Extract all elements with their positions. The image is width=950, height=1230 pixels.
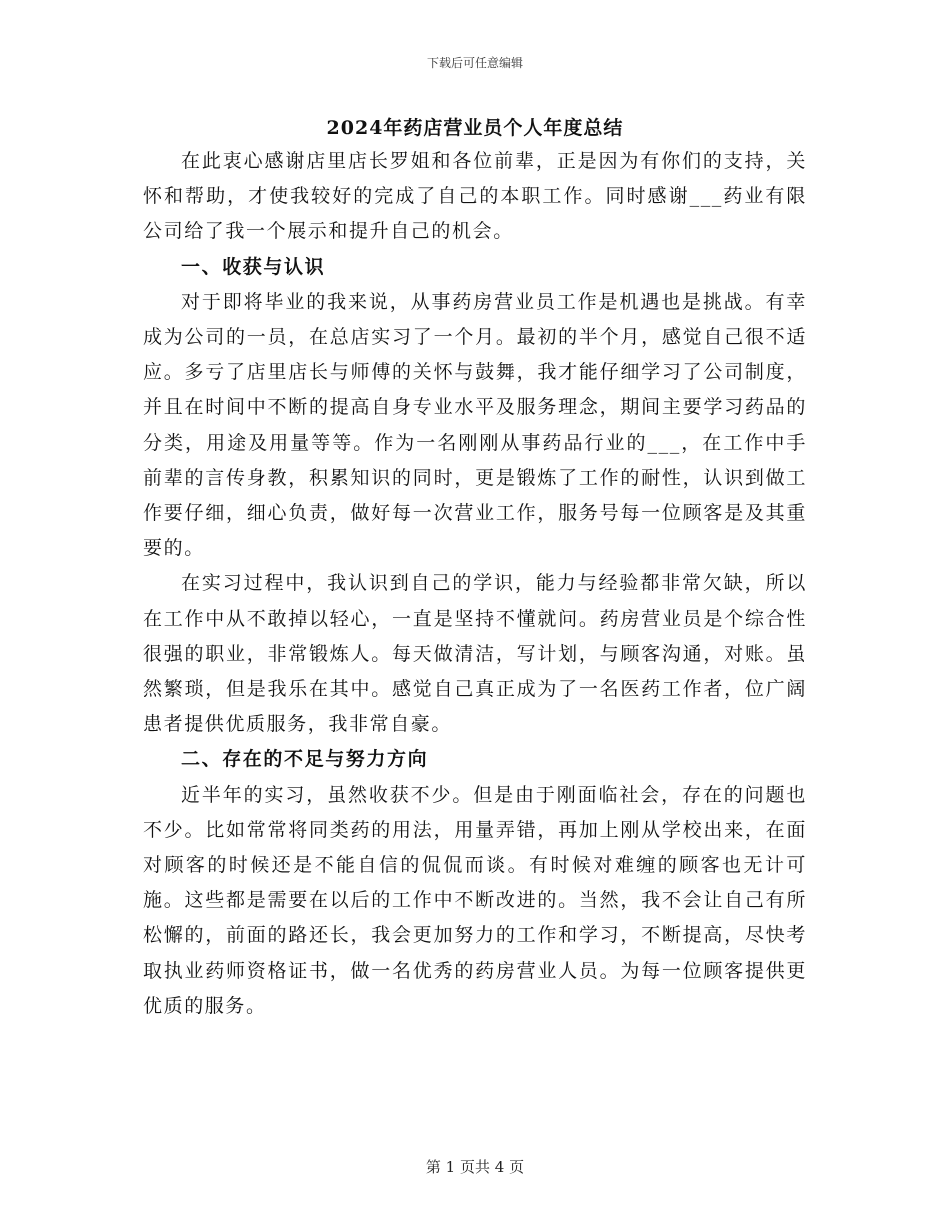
document-title: 2024年药店营业员个人年度总结: [326, 117, 624, 139]
section-heading-gains: 一、收获与认识: [181, 255, 326, 278]
page-header: 下载后可任意编辑: [426, 56, 523, 70]
paragraph-gains-2: 在实习过程中，我认识到自己的学识，能力与经验都非常欠缺，所以在工作中从不敢掉以轻心，一直是坚持不懂就问。药房营业员是个综合性很强的职业，非常锻炼人。每天做清洁，写计划，与顾客沟通，对账。虽然繁琐，但是我乐在其中。感觉自己真正成为了一名医药工作者，位广阔患者提供优质服务，我非常自豪。: [143, 572, 807, 736]
document-body: [143, 112, 807, 1024]
paragraph-gains-1: 对于即将毕业的我来说，从事药房营业员工作是机遇也是挑战。有幸成为公司的一员，在总店实习了一个月。最初的半个月，感觉自己很不适应。多亏了店里店长与师傅的关怀与鼓舞，我才能仔细学习了公司制度，并且在时间中不断的提高自身专业水平及服务理念，期间主要学习药品的分类，用途及用量等等。作为一名刚刚从事药品行业的___，在工作中手前辈的言传身教，积累知识的同时，更是锻炼了工作的耐性，认识到做工作要仔细，细心负责，做好每一次营业工作，服务号每一位顾客是及其重要的。: [143, 290, 807, 560]
page-number: 第 1 页共 4 页: [425, 1158, 525, 1176]
section-heading-shortcomings: 二、存在的不足与努力方向: [181, 748, 429, 771]
intro-paragraph: 在此衷心感谢店里店长罗姐和各位前辈，正是因为有你们的支持，关怀和帮助，才使我较好的完成了自己的本职工作。同时感谢___药业有限公司给了我一个展示和提升自己的机会。: [143, 150, 807, 243]
paragraph-shortcomings: 近半年的实习，虽然收获不少。但是由于刚面临社会，存在的问题也不少。比如常常将同类药的用法，用量弄错，再加上刚从学校出来，在面对顾客的时候还是不能自信的侃侃而谈。有时候对难缠的顾客也无计可施。这些都是需要在以后的工作中不断改进的。当然，我不会让自己有所松懈的，前面的路还长，我会更加努力的工作和学习，不断提高，尽快考取执业药师资格证书，做一名优秀的药房营业人员。为每一位顾客提供更优质的服务。: [143, 783, 807, 1017]
